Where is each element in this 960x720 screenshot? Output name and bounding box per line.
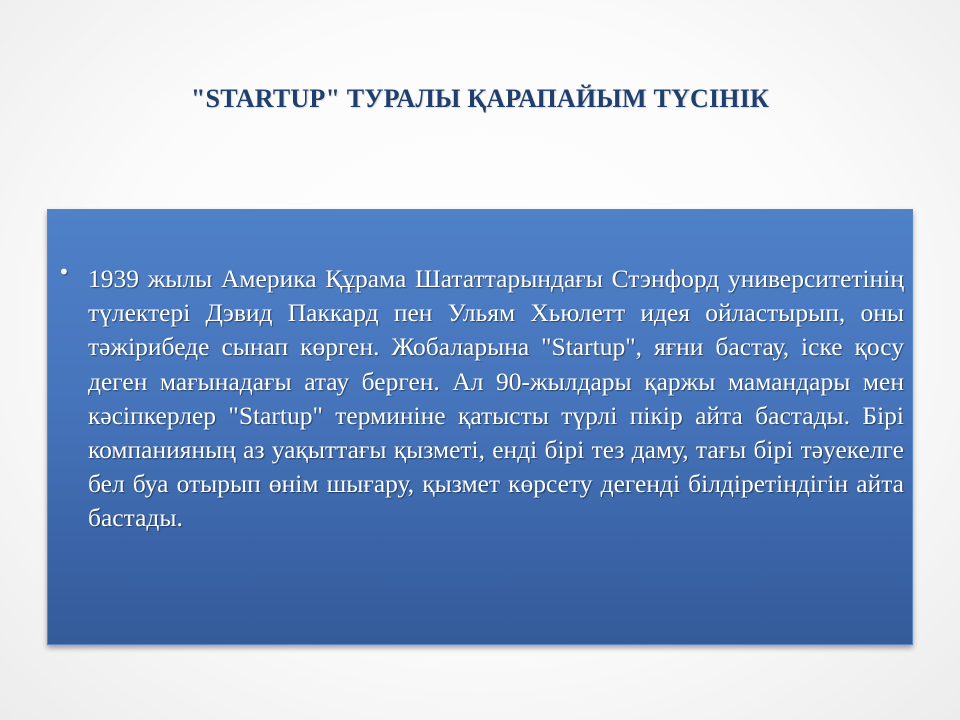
bullet-icon: • <box>58 260 70 284</box>
content-box <box>47 209 913 645</box>
bullet-text: 1939 жылы Америка Құрама Шататтарындағы Стэнфорд университетінің түлектері Дэвид Паккард пен Ульям Хьюлетт идея ойластырып, оны тәжірибеде сынап көрген. Жобаларына "Startup", яғни бастау, іске қосу деген мағынадағы атау берген. Ал 90-жылдары қаржы мамандары мен кәсіпкерлер "Startup" терминіне қатысты түрлі пікір айта бастады. Бірі компанияның аз уақыттағы қызметі, енді бірі тез даму, тағы бірі тәуекелге бел буа отырып өнім шығару, қызмет көрсету дегенді білдіретіндігін айта бастады. <box>88 264 904 533</box>
slide-title: "STARTUP" ТУРАЛЫ ҚАРАПАЙЫМ ТҮСІНІК <box>190 84 770 113</box>
bullet-item <box>58 262 904 536</box>
